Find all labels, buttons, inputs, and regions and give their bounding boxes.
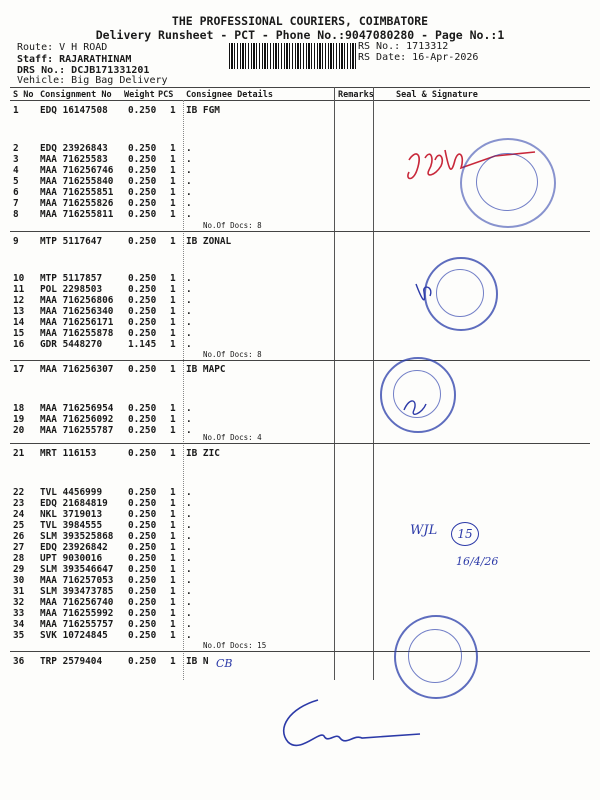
consignee-name: IB N [186,656,209,667]
route-label: Route: V H ROAD [17,42,108,53]
consignee-name: IB ZONAL [186,236,232,247]
zonal-initial [412,280,452,310]
col-sno: S No [13,90,34,100]
table-row: 28 UPT 9030016 0.250 1 . [13,553,192,564]
docs-count: No.Of Docs: 8 [203,221,262,230]
rs-date: RS Date: 16-Apr-2026 [358,52,479,63]
drs-number: DRS No.: DCJB171331201 [17,65,150,76]
bank-seal [460,138,556,228]
group-rule [10,231,590,232]
table-row: 30 MAA 716257053 0.250 1 . [13,575,192,586]
table-row: 3 MAA 71625583 0.250 1 . [13,154,192,165]
table-row: 2 EDQ 23926843 0.250 1 . [13,143,192,154]
table-row: 7 MAA 716255826 0.250 1 . [13,198,192,209]
company-title: THE PROFESSIONAL COURIERS, COIMBATORE [171,14,429,28]
table-row: 32 MAA 716256740 0.250 1 . [13,597,192,608]
table-row: 20 MAA 716255787 0.250 1 . [13,425,192,436]
blue-signature [270,688,430,758]
table-row: 21 MRT 116153 0.250 1 IB ZIC [13,448,220,459]
table-row: 1 EDQ 16147508 0.250 1 IB FGM [13,105,220,116]
table-row: 26 SLM 393525868 0.250 1 . [13,531,192,542]
col-consignment: Consignment No [40,90,112,100]
bank-round-seal [394,615,478,699]
handwritten-consignee-note: CB [216,657,233,670]
table-row: 11 POL 2298503 0.250 1 . [13,284,192,295]
col-remarks: Remarks [338,90,374,100]
table-header-rule [10,100,590,101]
consignee-name: IB MAPC [186,364,226,375]
col-pcs: PCS [158,90,174,100]
table-row: 16 GDR 5448270 1.145 1 . [13,339,192,350]
table-row: 17 MAA 716256307 0.250 1 IB MAPC [13,364,226,375]
group-rule [10,651,590,652]
table-row: 23 EDQ 21684819 0.250 1 . [13,498,192,509]
table-row: 27 EDQ 23926842 0.250 1 . [13,542,192,553]
table-row: 6 MAA 716255851 0.250 1 . [13,187,192,198]
table-row: 18 MAA 716256954 0.250 1 . [13,403,192,414]
table-row: 10 MTP 5117857 0.250 1 . [13,273,192,284]
table-row: 31 SLM 393473785 0.250 1 . [13,586,192,597]
group-rule [10,443,590,444]
consignee-name: IB FGM [186,105,220,116]
table-row: 5 MAA 716255840 0.250 1 . [13,176,192,187]
staff-label: Staff: RAJARATHINAM [17,54,132,65]
docs-count: No.Of Docs: 4 [203,433,262,442]
vehicle-label: Vehicle: Big Bag Delivery [17,75,168,86]
table-row: 25 TVL 3984555 0.250 1 . [13,520,192,531]
group-rule [10,360,590,361]
table-row: 12 MAA 716256806 0.250 1 . [13,295,192,306]
table-row: 24 NKL 3719013 0.250 1 . [13,509,192,520]
table-row: 33 MAA 716255992 0.250 1 . [13,608,192,619]
table-row: 4 MAA 716256746 0.250 1 . [13,165,192,176]
table-row: 8 MAA 716255811 0.250 1 . [13,209,192,220]
table-row: 34 MAA 716255757 0.250 1 . [13,619,192,630]
col-consignee: Consignee Details [186,90,273,100]
table-row: 35 SVK 10724845 0.250 1 . [13,630,192,641]
docs-count: No.Of Docs: 8 [203,350,262,359]
table-row: 15 MAA 716255878 0.250 1 . [13,328,192,339]
table-row: 36 TRP 2579404 0.250 1 IB N [13,656,209,667]
runsheet-subtitle: Delivery Runsheet - PCT - Phone No.:9047080280 - Page No.:1 [95,28,505,42]
table-row: 9 MTP 5117647 0.250 1 IB ZONAL [13,236,232,247]
rs-number: RS No.: 1713312 [358,41,449,52]
consignee-name: IB ZIC [186,448,220,459]
table-row: 19 MAA 716256092 0.250 1 . [13,414,192,425]
handwritten-date: 16/4/26 [456,555,499,568]
table-row: 13 MAA 716256340 0.250 1 . [13,306,192,317]
handwritten-mark: WJL [410,523,438,538]
table-top-rule [10,87,590,88]
mapc-initial [400,392,440,422]
col-weight: Weight [124,90,155,100]
table-row: 22 TVL 4456999 0.250 1 . [13,487,192,498]
handwritten-count: 15 [451,522,479,546]
table-row: 14 MAA 716256171 0.250 1 . [13,317,192,328]
table-row: 29 SLM 393546647 0.250 1 . [13,564,192,575]
drs-barcode [229,43,356,69]
col-seal: Seal & Signature [396,90,478,100]
docs-count: No.Of Docs: 15 [203,641,267,650]
